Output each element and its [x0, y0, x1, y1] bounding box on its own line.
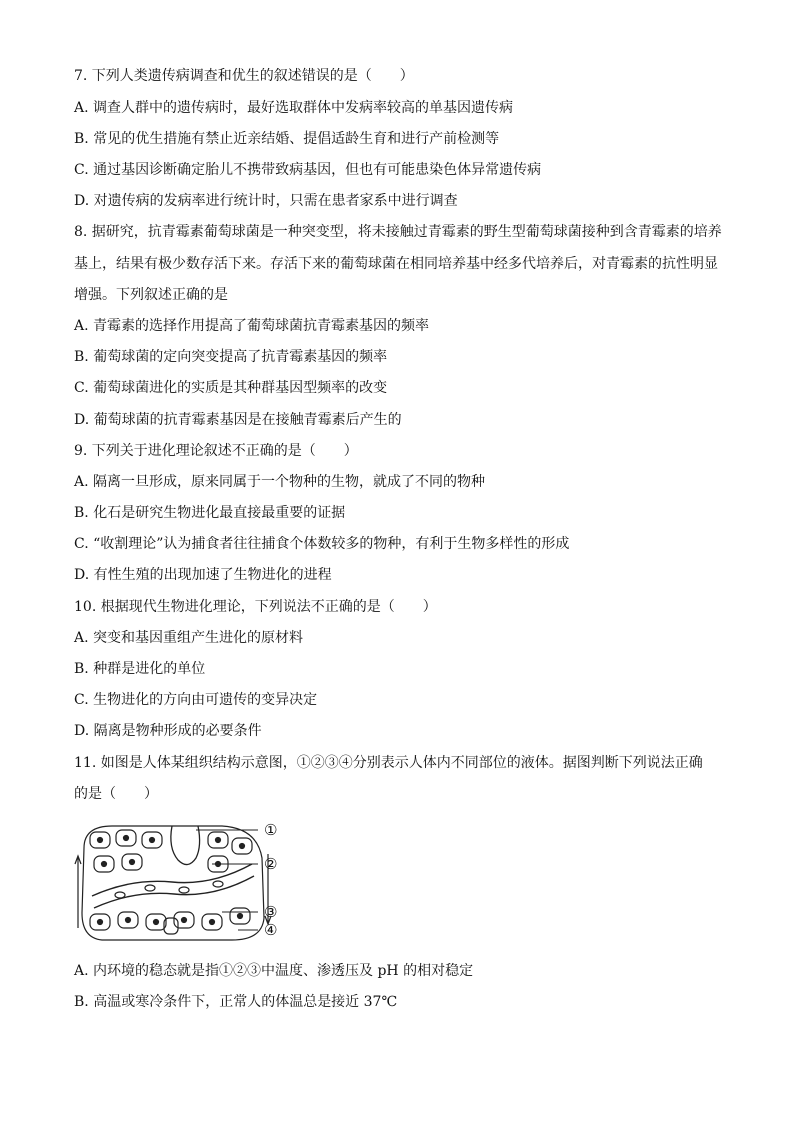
q9-option-d: D. 有性生殖的出现加速了生物进化的进程 [74, 567, 332, 583]
q11-option-a: A. 内环境的稳态就是指①②③中温度、渗透压及 pH 的相对稳定 [74, 963, 474, 979]
q8-stem-line-1: 8. 据研究，抗青霉素葡萄球菌是一种突变型，将未接触过青霉素的野生型葡萄球菌接种到含青霉素的培养 [74, 224, 722, 240]
capillary-wall-upper [92, 864, 252, 896]
q10-option-b: B. 种群是进化的单位 [74, 661, 206, 677]
q8-option-b: B. 葡萄球菌的定向突变提高了抗青霉素基因的频率 [74, 349, 388, 365]
red-blood-cell [213, 881, 223, 887]
q10-option-d: D. 隔离是物种形成的必要条件 [74, 723, 262, 739]
q11-stem-line-1: 11. 如图是人体某组织结构示意图，①②③④分别表示人体内不同部位的液体。据图判断下列说法正确 [74, 755, 703, 771]
q8-stem-line-3: 增强。下列叙述正确的是 [74, 287, 228, 303]
q8-option-c: C. 葡萄球菌进化的实质是其种群基因型频率的改变 [74, 380, 388, 396]
label-4: ④ [264, 921, 278, 939]
q10-stem: 10. 根据现代生物进化理论，下列说法不正确的是（ ） [74, 599, 437, 615]
label-3: ③ [264, 903, 278, 921]
q9-option-c: C. “收割理论”认为捕食者往往捕食个体数较多的物种，有利于生物多样性的形成 [74, 536, 570, 552]
q8-option-d: D. 葡萄球菌的抗青霉素基因是在接触青霉素后产生的 [74, 412, 402, 428]
lymph-capillary [171, 826, 200, 865]
tissue-diagram-svg [72, 818, 292, 946]
q7-stem: 7. 下列人类遗传病调查和优生的叙述错误的是（ ） [74, 68, 414, 84]
q11-stem-line-2: 的是（ ） [74, 786, 158, 802]
q7-option-a: A. 调查人群中的遗传病时，最好选取群体中发病率较高的单基因遗传病 [74, 100, 514, 116]
q7-option-c: C. 通过基因诊断确定胎儿不携带致病基因，但也有可能患染色体异常遗传病 [74, 162, 542, 178]
q11-option-b: B. 高温或寒冷条件下，正常人的体温总是接近 37℃ [74, 994, 398, 1010]
q7-option-d: D. 对遗传病的发病率进行统计时，只需在患者家系中进行调查 [74, 193, 458, 209]
red-blood-cell [179, 887, 189, 893]
q10-option-a: A. 突变和基因重组产生进化的原材料 [74, 630, 304, 646]
red-blood-cell [145, 885, 155, 891]
label-1: ① [264, 821, 278, 839]
q8-option-a: A. 青霉素的选择作用提高了葡萄球菌抗青霉素基因的频率 [74, 318, 430, 334]
q10-option-c: C. 生物进化的方向由可遗传的变异决定 [74, 692, 318, 708]
q9-option-a: A. 隔离一旦形成，原来同属于一个物种的生物，就成了不同的物种 [74, 474, 486, 490]
q7-option-b: B. 常见的优生措施有禁止近亲结婚、提倡适龄生育和进行产前检测等 [74, 131, 500, 147]
tissue-structure-diagram [72, 818, 292, 946]
label-2: ② [264, 855, 278, 873]
q9-stem: 9. 下列关于进化理论叙述不正确的是（ ） [74, 443, 358, 459]
q8-stem-line-2: 基上，结果有极少数存活下来。存活下来的葡萄球菌在相同培养基中经多代培养后，对青霉素的抗性明显 [74, 256, 718, 272]
red-blood-cell [115, 892, 125, 898]
q9-option-b: B. 化石是研究生物进化最直接最重要的证据 [74, 505, 346, 521]
